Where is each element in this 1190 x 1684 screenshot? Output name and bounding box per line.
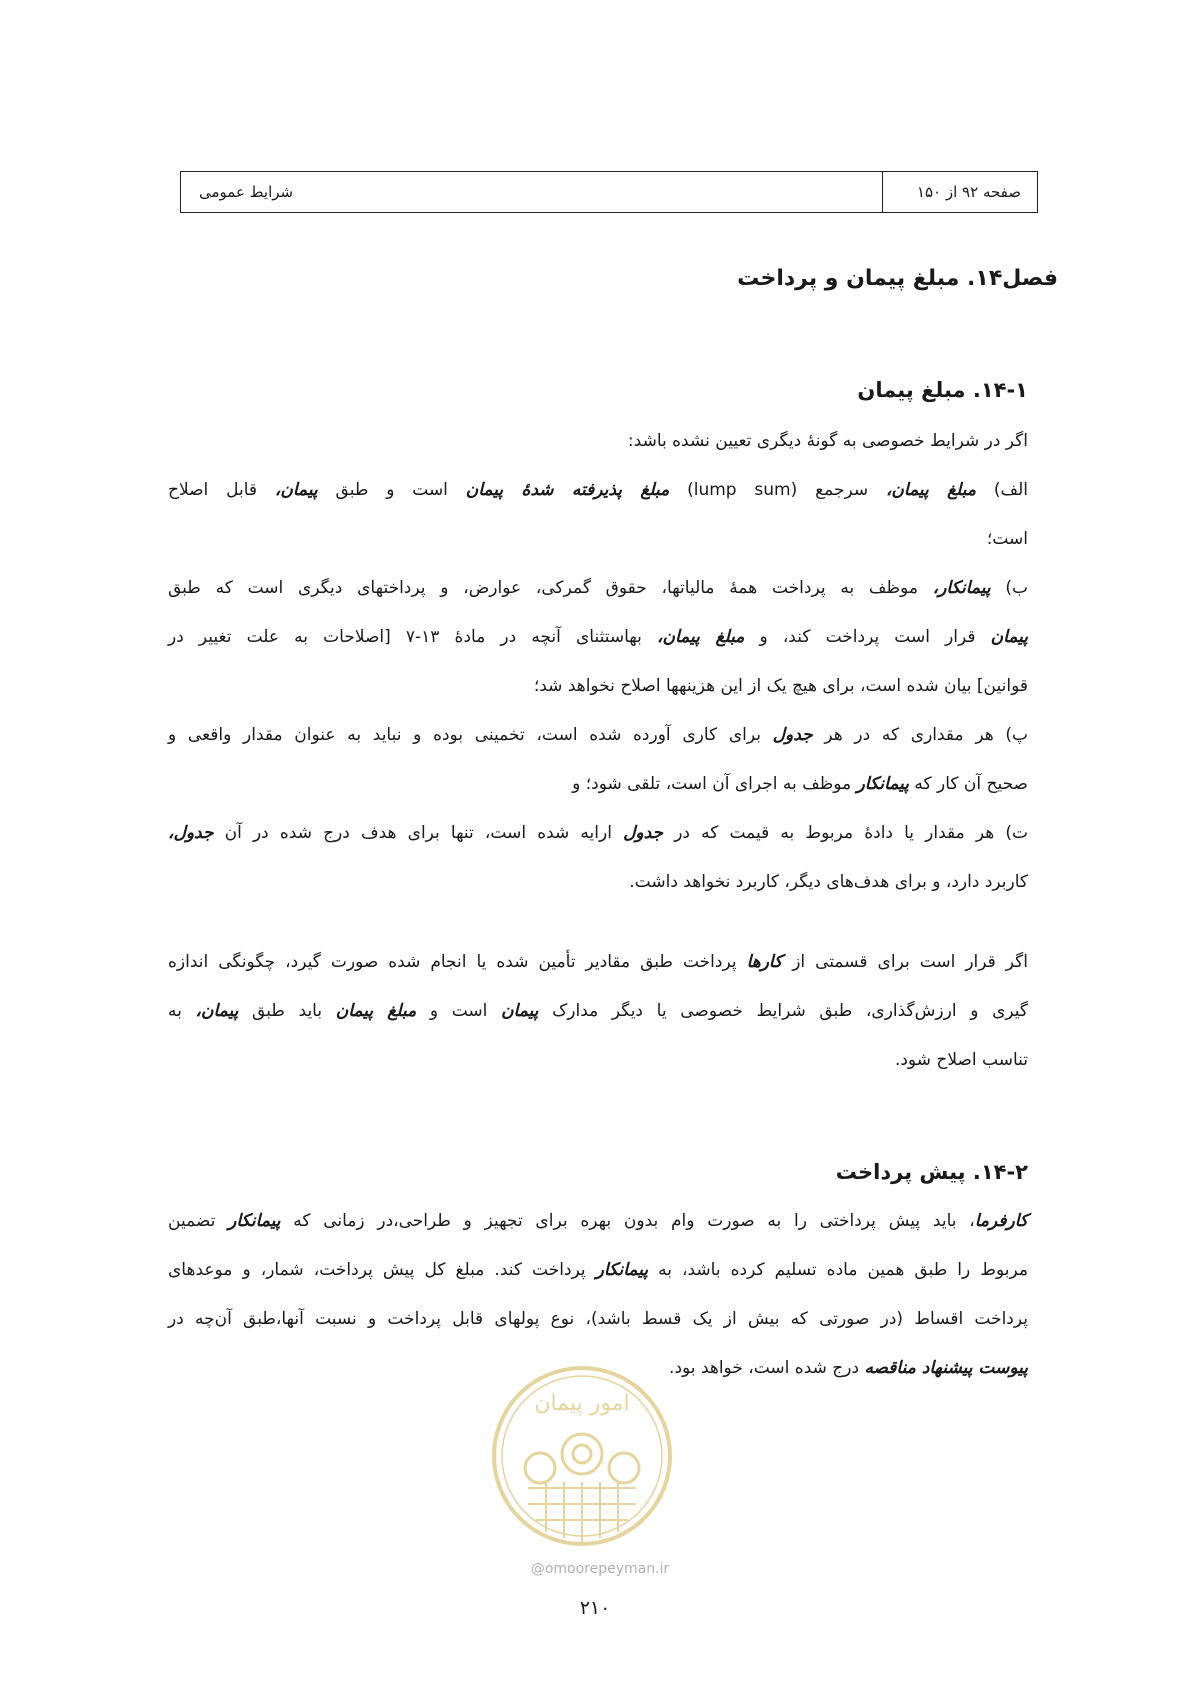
clause-be-text: بهاستثنای آنچه در مادهٔ ۱۳-۷ [اصلاحات به علت تغییر در: [168, 627, 657, 647]
clause-pe-text: برای کاری آورده شده است، تخمینی بوده و نباید به عنوان مقدار واقعی و: [168, 725, 773, 745]
advance-line-3: پرداخت اقساط (در صورتی که بیش از یک قسط باشد)، نوع پولهای قابل پرداخت و نسبت آنها،طبق آن‌چه در: [168, 1309, 1028, 1329]
advance-text: مربوط را طبق همین ماده تسلیم کرده باشد، به: [648, 1260, 1028, 1280]
defined-term: پیوست پیشنهاد مناقصه: [864, 1358, 1028, 1378]
watermark-logo-text: امور پیمان: [534, 1391, 630, 1416]
clause-pe-line-1: [168, 711, 1028, 760]
defined-term: پیمان: [990, 627, 1028, 647]
defined-term: پیمان: [501, 1001, 539, 1021]
defined-term: پیمانکار: [228, 1211, 281, 1231]
clause-alef-line-2: است؛: [986, 529, 1028, 549]
clause-alef-text: است و طبق: [317, 480, 466, 500]
gear-icon: [525, 1434, 639, 1483]
advance-text: ، باید پیش پرداختی را به صورت وام بدون بهره برای تجهیز و طراحی،در زمانی که: [280, 1211, 975, 1231]
closing-text: است و: [416, 1001, 502, 1021]
section-2-body: [168, 1197, 1028, 1393]
defined-term: جدول،: [168, 823, 214, 843]
watermark-url: @omoorepeyman.ir: [530, 1561, 670, 1577]
defined-term: مبلغ پیمان: [335, 1001, 417, 1021]
section-1-intro: اگر در شرایط خصوصی به گونهٔ دیگری تعیین نشده باشد:: [627, 431, 1028, 451]
watermark-ring: [494, 1368, 670, 1544]
advance-text: تضمین: [168, 1211, 229, 1231]
advance-line-1: [168, 1197, 1028, 1246]
clause-alef-line-1: [168, 466, 1028, 515]
closing-text: گیری و ارزش‌گذاری، طبق شرایط خصوصی یا دیگر مدارک: [538, 1001, 1028, 1021]
advance-line-2: [168, 1246, 1028, 1295]
page-number: ۲۱۰: [579, 1597, 611, 1619]
grid-icon: [528, 1482, 636, 1542]
defined-term: کارفرما: [974, 1211, 1028, 1231]
page-header: [180, 171, 1038, 213]
defined-term: پیمان،: [274, 480, 318, 500]
clause-alef-text: قابل اصلاح: [168, 480, 275, 500]
closing-text: به: [168, 1001, 196, 1021]
advance-text: درج شده است، خواهد بود.: [669, 1358, 865, 1378]
chapter-title: فصل۱۴. مبلغ پیمان و پرداخت: [737, 266, 1058, 291]
clause-pe-line-2: [168, 760, 1028, 809]
clause-te-line-1: [168, 809, 1028, 858]
clause-be-line-1: [168, 564, 1028, 613]
closing-text: پرداخت طبق مقادیر تأمین شده یا انجام شده صورت گیرد، چگونگی اندازه: [168, 952, 747, 972]
defined-term: جدول: [623, 823, 664, 843]
closing-line-1: [168, 938, 1028, 987]
defined-term: پیمانکار: [595, 1260, 649, 1280]
clause-te-line-2: کاربرد دارد، و برای هدف‌های دیگر، کاربرد نخواهد داشت.: [629, 872, 1028, 892]
advance-line-4: [168, 1344, 1028, 1393]
clause-be-line-2: [168, 613, 1028, 662]
defined-term: پیمانکار،: [932, 578, 991, 598]
closing-line-3: تناسب اصلاح شود.: [894, 1050, 1028, 1070]
header-page-info: صفحه ۹۲ از ۱۵۰: [882, 172, 1037, 212]
clause-be-text: ب): [990, 578, 1028, 598]
section-2-title: ۱۴-۲. پیش پرداخت: [835, 1160, 1028, 1184]
defined-term: مبلغ پیمان،: [885, 480, 977, 500]
defined-term: مبلغ پذیرفته شدهٔ پیمان: [465, 480, 670, 500]
clause-alef-text: الف): [976, 480, 1029, 500]
defined-term: پیمان،: [195, 1001, 239, 1021]
clause-be-line-3: قوانین] بیان شده است، برای هیچ یک از این هزینهها اصلاح نخواهد شد؛: [533, 676, 1028, 696]
clause-pe-text: صحیح آن کار که: [908, 774, 1028, 794]
section-1-title: ۱۴-۱. مبلغ پیمان: [857, 378, 1028, 402]
clause-be-text: قرار است پرداخت کند، و: [744, 627, 991, 647]
clause-be-text: موظف به پرداخت همهٔ مالیاتها، حقوق گمرکی، عوارض، و پرداختهای دیگری است که طبق: [168, 578, 933, 598]
defined-term: کارها: [746, 952, 783, 972]
clause-alef-text: سرجمع (lump sum): [669, 480, 886, 500]
clause-pe-text: موظف به اجرای آن است، تلقی شود؛ و: [572, 774, 857, 794]
watermark-inner-ring: [502, 1376, 662, 1536]
advance-text: پرداخت کند. مبلغ کل پیش پرداخت، شمار، و موعدهای: [168, 1260, 596, 1280]
clause-te-text: ارایه شده است، تنها برای هدف درج شده در آن: [213, 823, 624, 843]
section-1-closing-paragraph: [168, 938, 1028, 1085]
clause-pe-text: پ) هر مقداری که در هر: [812, 725, 1028, 745]
defined-term: جدول: [772, 725, 813, 745]
clause-te-text: ت) هر مقدار یا دادهٔ مربوط به قیمت که در: [663, 823, 1028, 843]
header-section-name: شرایط عمومی: [199, 183, 294, 201]
closing-line-2: [168, 987, 1028, 1036]
closing-text: باید طبق: [238, 1001, 336, 1021]
defined-term: پیمانکار: [856, 774, 909, 794]
closing-text: اگر قرار است برای قسمتی از: [782, 952, 1028, 972]
defined-term: مبلغ پیمان،: [656, 627, 745, 647]
section-1-body: [168, 417, 1028, 907]
